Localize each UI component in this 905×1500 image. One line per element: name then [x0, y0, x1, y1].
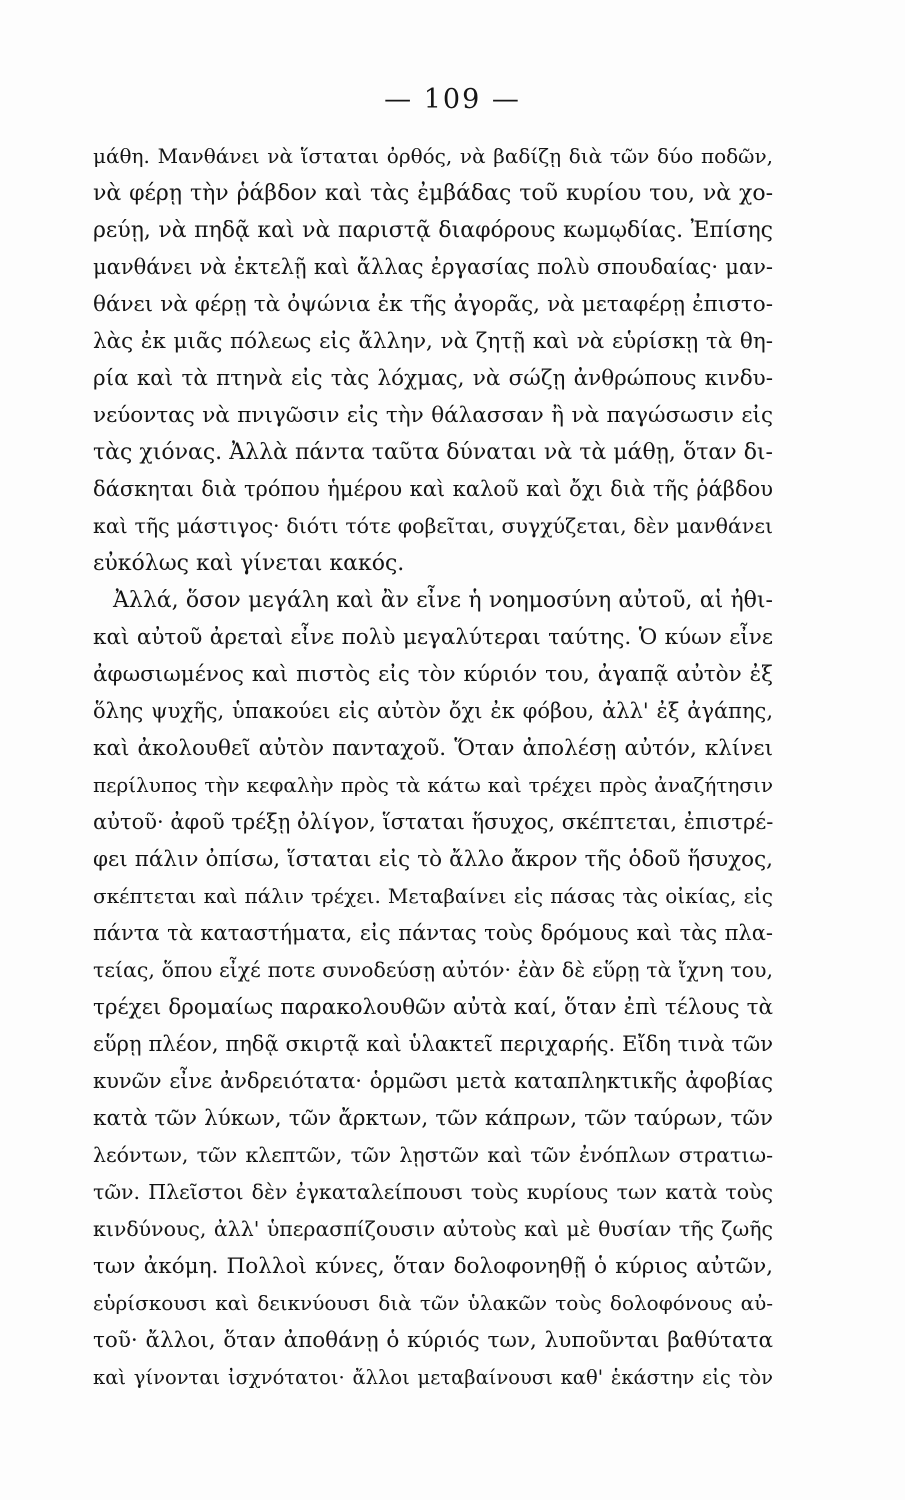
text-line: μανθάνει νὰ ἐκτελῇ καὶ ἄλλας ἐργασίας πολὺ σπουδαίας· μαν- [93, 255, 773, 279]
text-line: αὐτοῦ· ἀφοῦ τρέξῃ ὀλίγον, ἵσταται ἥσυχος, σκέπτεται, ἐπιστρέ- [93, 810, 774, 834]
text-line: ἀφωσιωμένος καὶ πιστὸς εἰς τὸν κύριόν του, ἀγαπᾷ αὐτὸν ἐξ [93, 662, 773, 687]
text-line: κατὰ τῶν λύκων, τῶν ἄρκτων, τῶν κάπρων, τῶν ταύρων, τῶν [93, 1106, 773, 1131]
text-line: εὕρῃ πλέον, πηδᾷ σκιρτᾷ καὶ ὑλακτεῖ περιχαρής. Εἴδη τινὰ τῶν [93, 1032, 773, 1056]
text-line: δάσκηται διὰ τρόπου ἡμέρου καὶ καλοῦ καὶ ὄχι διὰ τῆς ῥάβδου [93, 477, 773, 501]
text-line: νὰ φέρῃ τὴν ῥάβδον καὶ τὰς ἐμβάδας τοῦ κυρίου του, νὰ χο- [93, 181, 773, 206]
text-line: των ἀκόμη. Πολλοὶ κύνες, ὅταν δολοφονηθῇ ὁ κύριος αὐτῶν, [93, 1254, 773, 1279]
text-line: τρέχει δρομαίως παρακολουθῶν αὐτὰ καί, ὅταν ἐπὶ τέλους τὰ [93, 995, 773, 1020]
text-line: ρεύῃ, νὰ πηδᾷ καὶ νὰ παριστᾷ διαφόρους κωμῳδίας. Ἐπίσης [93, 218, 773, 243]
text-line: εὑρίσκουσι καὶ δεικνύουσι διὰ τῶν ὑλακῶν τοὺς δολοφόνους αὐ- [93, 1291, 773, 1315]
text-line: τοῦ· ἄλλοι, ὅταν ἀποθάνῃ ὁ κύριός των, λυποῦνται βαθύτατα [93, 1328, 773, 1353]
text-line: περίλυπος τὴν κεφαλὴν πρὸς τὰ κάτω καὶ τρέχει πρὸς ἀναζήτησιν [93, 773, 773, 797]
text-line: κυνῶν εἶνε ἀνδρειότατα· ὁρμῶσι μετὰ καταπληκτικῆς ἀφοβίας [93, 1069, 773, 1093]
text-line: καὶ γίνονται ἰσχνότατοι· ἄλλοι μεταβαίνουσι καθ' ἑκάστην εἰς τὸν [93, 1366, 773, 1389]
text-line: κινδύνους, ἀλλ' ὑπερασπίζουσιν αὐτοὺς καὶ μὲ θυσίαν τῆς ζωῆς [93, 1217, 773, 1241]
text-line: νεύοντας νὰ πνιγῶσιν εἰς τὴν θάλασσαν ἢ νὰ παγώσωσιν εἰς [93, 403, 773, 428]
text-line: καὶ τῆς μάστιγος· διότι τότε φοβεῖται, συγχύζεται, δὲν μανθάνει [93, 514, 773, 538]
text-line: τείας, ὅπου εἶχέ ποτε συνοδεύσῃ αὐτόν· ἐὰν δὲ εὕρῃ τὰ ἴχνη του, [93, 958, 773, 982]
text-line: καὶ ἀκολουθεῖ αὐτὸν πανταχοῦ. Ὅταν ἀπολέσῃ αὐτόν, κλίνει [93, 736, 773, 761]
body-text [93, 138, 773, 1396]
text-line: τὰς χιόνας. Ἀλλὰ πάντα ταῦτα δύναται νὰ τὰ μάθῃ, ὅταν δι- [93, 440, 773, 465]
text-line: σκέπτεται καὶ πάλιν τρέχει. Μεταβαίνει εἰς πάσας τὰς οἰκίας, εἰς [93, 884, 773, 908]
text-line: ὅλης ψυχῆς, ὑπακούει εἰς αὐτὸν ὄχι ἐκ φόβου, ἀλλ' ἐξ ἀγάπης, [93, 699, 773, 723]
text-line: λεόντων, τῶν κλεπτῶν, τῶν λῃστῶν καὶ τῶν ἐνόπλων στρατιω- [93, 1143, 773, 1167]
text-line: ρία καὶ τὰ πτηνὰ εἰς τὰς λόχμας, νὰ σώζῃ ἀνθρώπους κινδυ- [93, 366, 773, 391]
text-line: φει πάλιν ὀπίσω, ἵσταται εἰς τὸ ἄλλο ἄκρον τῆς ὁδοῦ ἥσυχος, [93, 847, 773, 872]
text-line: καὶ αὐτοῦ ἀρεταὶ εἶνε πολὺ μεγαλύτεραι ταύτης. Ὁ κύων εἶνε [93, 625, 773, 650]
text-line: εὐκόλως καὶ γίνεται κακός. [93, 551, 405, 576]
text-line: λὰς ἐκ μιᾶς πόλεως εἰς ἄλλην, νὰ ζητῇ καὶ νὰ εὑρίσκῃ τὰ θη- [93, 329, 773, 354]
text-line: μάθη. Μανθάνει νὰ ἵσταται ὀρθός, νὰ βαδίζῃ διὰ τῶν δύο ποδῶν, [93, 144, 773, 168]
text-line: θάνει νὰ φέρῃ τὰ ὀψώνια ἐκ τῆς ἀγορᾶς, νὰ μεταφέρῃ ἐπιστο- [93, 292, 773, 317]
text-line: Ἀλλά, ὅσον μεγάλη καὶ ἂν εἶνε ἡ νοημοσύνη αὐτοῦ, αἱ ἠθι- [113, 588, 773, 613]
text-line: τῶν. Πλεῖστοι δὲν ἐγκαταλείπουσι τοὺς κυρίους των κατὰ τοὺς [93, 1180, 773, 1204]
page-number: — 109 — [384, 84, 521, 115]
text-line: πάντα τὰ καταστήματα, εἰς πάντας τοὺς δρόμους καὶ τὰς πλα- [93, 921, 773, 945]
